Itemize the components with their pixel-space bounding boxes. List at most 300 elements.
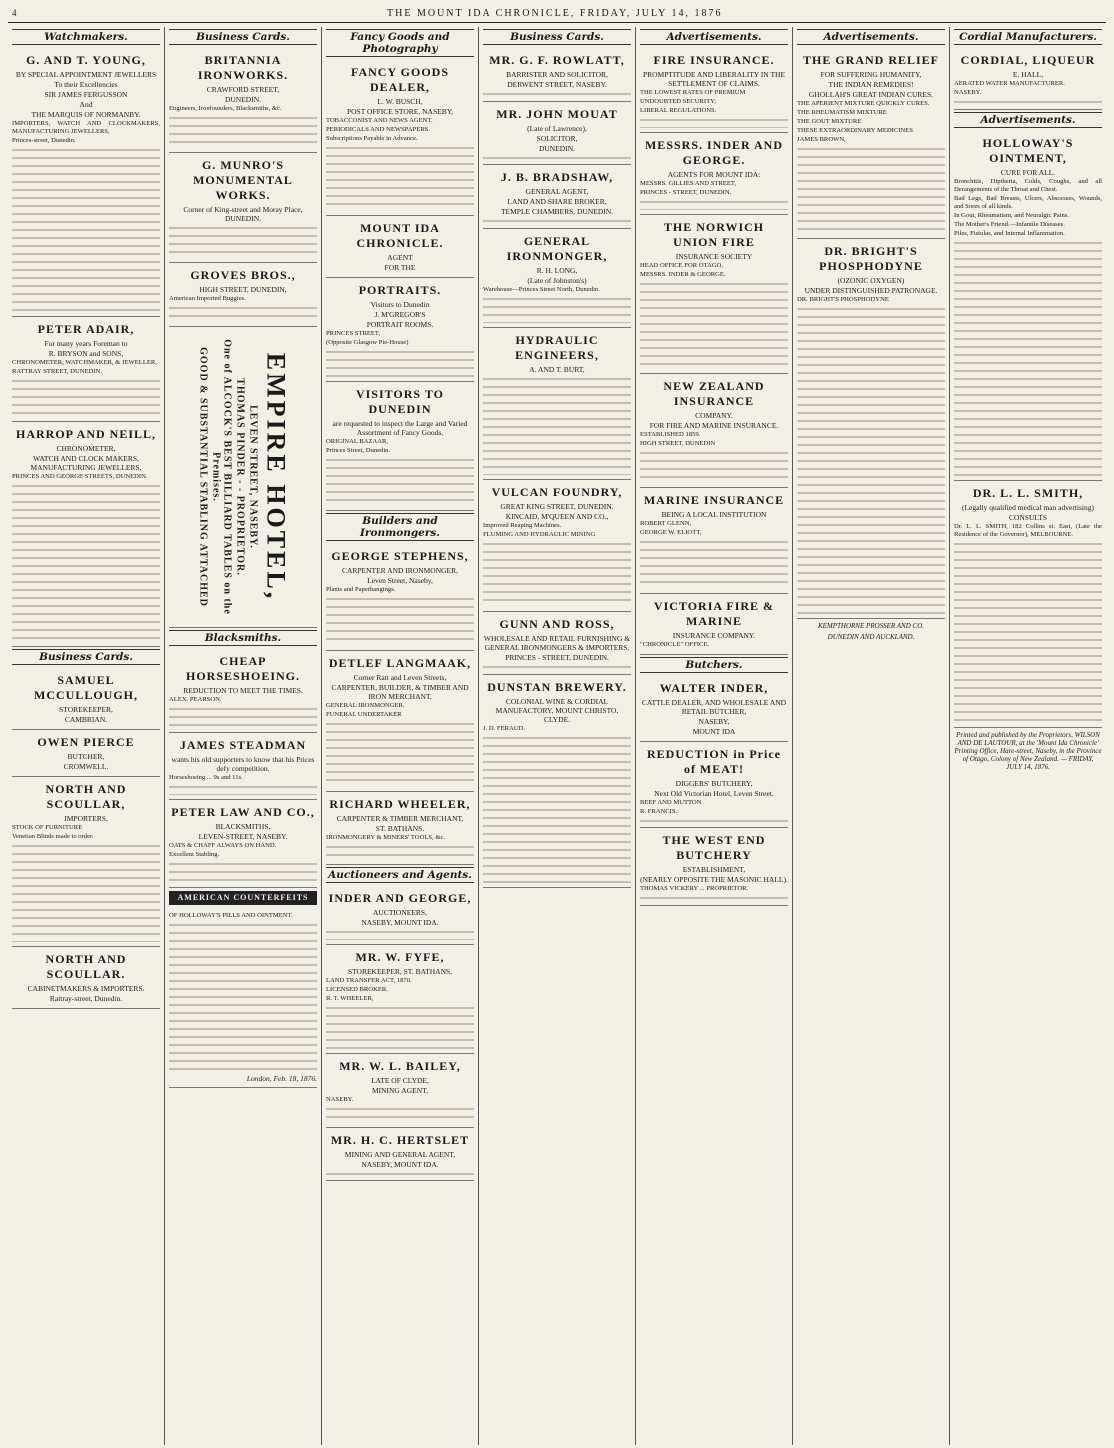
advertisement [169, 48, 317, 153]
advertisement [326, 216, 474, 278]
ad-body-text [483, 541, 631, 607]
ad-body-line: MESSRS. INDER & GEORGE. [640, 271, 726, 278]
ad-subline: MOUNT IDA [692, 726, 736, 736]
ad-body-text [326, 457, 474, 507]
ad-title: VULCAN FOUNDRY, [491, 485, 623, 499]
ad-subline: PRINCES - STREET, DUNEDIN. [505, 653, 609, 662]
section-heading: Business Cards. [12, 649, 160, 665]
ad-title: GUNN AND ROSS, [499, 617, 615, 631]
ad-subline: LAND AND SHARE BROKER, [507, 197, 607, 206]
ad-subline: GHOLLAH'S GREAT INDIAN CURES. [808, 90, 934, 99]
ad-subline: ESTABLISHMENT, [682, 865, 746, 874]
ad-title: GROVES BROS., [190, 268, 296, 282]
ad-subline: CRAWFORD STREET, [206, 85, 280, 94]
ad-body-text [483, 376, 631, 475]
advertisement [954, 131, 1102, 482]
ad-body-text [483, 91, 631, 97]
ad-body-text [640, 539, 788, 589]
ad-body-line: ORIGINAL BAZAAR, [326, 437, 389, 445]
ad-subline: UNDER DISTINGUISHED PATRONAGE. [804, 286, 938, 295]
ad-body-text [326, 844, 474, 861]
section-heading: Butchers. [640, 657, 788, 673]
ad-subline: L. W. BUSCH, [377, 97, 423, 106]
advertisement [12, 668, 160, 730]
ad-subline: E. HALL, [1012, 70, 1044, 79]
advertisement [954, 481, 1102, 728]
ad-body-line: LICENSED BROKER. [326, 986, 388, 993]
advertisement [640, 374, 788, 488]
holloway-signature: London, Feb. 18, 1876. [246, 1073, 317, 1083]
ad-body-line: Princes Street, Dunedin. [326, 446, 391, 454]
ad-body-line: Bronchitis, Diptheria, Colds, Coughs, and all Derangements of the Throat and Chest. [954, 177, 1102, 193]
ad-body-line: LIBERAL REGULATIONS. [640, 107, 717, 114]
ad-body-text [169, 861, 317, 883]
section-heading: Watchmakers. [12, 29, 160, 45]
ad-subline: CURE FOR ALL. [1000, 167, 1056, 177]
ad-title: OWEN PIERCE [37, 735, 135, 749]
masthead [8, 6, 1106, 23]
ad-subline: R. H. LONG, [536, 265, 578, 275]
newspaper-column [479, 27, 636, 1445]
ad-title: MR. W. FYFE, [355, 950, 445, 964]
ad-subline: ST. BATHANS. [375, 823, 425, 833]
ad-body-text [797, 306, 945, 614]
ad-subline: AGENT [387, 253, 413, 262]
ad-body-line: In Gout, Rheumatism, and Neuralgic Pains. [954, 211, 1070, 219]
ad-title: NEW ZEALAND INSURANCE [663, 379, 765, 408]
newspaper-column [165, 27, 322, 1445]
ad-title: THE WEST END BUTCHERY [662, 833, 766, 862]
advertisement [483, 675, 631, 889]
ad-body-line: J. D. FERAUD. [483, 724, 525, 732]
ad-subline: For many years Foreman to [44, 339, 128, 348]
newspaper-column [793, 27, 950, 1445]
ad-body-line: American Imported Buggies. [169, 295, 246, 302]
advertisement [326, 544, 474, 651]
ad-subline: CARPENTER, BUILDER, & TIMBER AND IRON MERCHANT, [331, 682, 469, 701]
ad-subline: Corner Ratt and Leven Streets, [353, 672, 447, 682]
ad-subline: COMPANY. [695, 411, 733, 420]
ad-body-line: Bad Legs, Bad Breasts, Ulcers, Abscesses, Wounds, and Sores of all kinds. [954, 194, 1102, 210]
advertisement [169, 153, 317, 263]
ad-title: PORTRAITS. [358, 283, 442, 297]
ad-body-line: THE RHEUMATISM MIXTURE [797, 109, 887, 116]
ad-body-line: PRINCES AND GEORGE STREETS, DUNEDIN. [12, 472, 148, 480]
ad-body-line: R. T. WHEELER, [326, 995, 374, 1002]
ad-body-text [640, 281, 788, 369]
ad-subline: Visitors to Dunedin [370, 300, 430, 309]
ad-subline: CAMBRIAN. [64, 715, 108, 724]
ad-title: RICHARD WHEELER, [329, 796, 471, 811]
ad-body-text [483, 155, 631, 161]
advertisement [483, 229, 631, 329]
holloway-body-text [169, 922, 317, 1072]
ad-subline: are requested to inspect the Large and Varied Assortment of Fancy Goods, [332, 418, 468, 437]
columns [8, 27, 1106, 1445]
advertisement [326, 382, 474, 512]
ad-subline: DUNEDIN. [224, 95, 262, 104]
ad-subline: HIGH STREET, DUNEDIN, [199, 285, 287, 294]
advertisement [12, 777, 160, 947]
ad-title: INDER AND GEORGE, [328, 891, 472, 905]
masthead-title: THE MOUNT IDA CHRONICLE, FRIDAY, JULY 14, 1876 [387, 8, 723, 19]
ad-body-line: AERATED WATER MANUFACTURER. [954, 80, 1065, 87]
advertisement [326, 60, 474, 216]
ad-subline: SOLICITOR, [536, 133, 578, 143]
ad-subline: GREAT KING STREET, DUNEDIN. [500, 502, 614, 511]
ad-body-line: HIGH STREET, DUNEDIN [640, 440, 716, 447]
ad-title: DR. L. L. SMITH, [972, 486, 1084, 500]
ad-body-line: THESE EXTRAORDINARY MEDICINES [797, 127, 913, 134]
ad-subline: LATE OF CLYDE, [371, 1076, 429, 1085]
empire-hotel-line: GOOD & SUBSTANTIAL STABLING ATTACHED [197, 346, 209, 607]
page-number: 4 [12, 8, 18, 18]
advertisement [12, 947, 160, 1009]
ad-subline: COLONIAL WINE & CORDIAL MANUFACTORY, MOUNT CHRISTO, CLYDE. [495, 696, 619, 724]
ad-subline: CHRONOMETER, [56, 443, 116, 453]
ad-body-line: ALEX. PEARSON. [169, 695, 222, 703]
advertisement [169, 733, 317, 800]
ad-body-line: Venetian Blinds made to order. [12, 833, 94, 840]
ad-body-line: PRINCES STREET, [326, 330, 381, 337]
ad-body-line: IMPORTERS, WATCH AND CLOCKMAKERS, MANUFACTURING JEWELLERS, [12, 120, 160, 135]
ad-body-text [169, 115, 317, 148]
ad-subline: Rattray-street, Dunedin. [49, 994, 123, 1003]
ad-subline: AUCTIONEERS, [373, 908, 427, 917]
section-heading: Builders and Ironmongers. [326, 513, 474, 541]
ad-footer-line: DUNEDIN AND AUCKLAND. [827, 633, 915, 641]
ad-body-text [326, 596, 474, 646]
ad-title: HOLLOWAY'S OINTMENT, [982, 135, 1074, 165]
ad-subline: LEVEN-STREET, NASEBY. [198, 831, 288, 841]
ad-body-line: BEEF AND MUTTON [640, 798, 702, 806]
ad-body-line: NASEBY. [954, 89, 982, 96]
ad-subline: And [79, 100, 93, 109]
ad-body-line: The Mother's Friend.—Infantile Diseases. [954, 220, 1065, 228]
ad-body-line: OATS & CHAFF ALWAYS ON HAND. [169, 841, 277, 849]
ad-subline: Leven Street, Naseby, [367, 576, 433, 585]
ad-subline: BUTCHER, [67, 752, 105, 761]
section-heading: Business Cards. [169, 29, 317, 45]
ad-subline: (Late of Johnston's) [527, 275, 587, 285]
ad-body-text [640, 818, 788, 824]
holloway-body: OF HOLLOWAY'S PILLS AND OINTMENT. [169, 911, 293, 919]
newspaper-column [8, 27, 165, 1445]
ad-body-line: TOBACCONIST AND NEWS AGENT. [326, 117, 433, 124]
ad-body-line: STOCK OF FURNITURE [12, 824, 83, 831]
ad-title: NORTH AND SCOULLAR, [45, 782, 127, 811]
ad-body-line: FUNERAL UNDERTAKER [326, 710, 402, 718]
ad-subline: DERWENT STREET, NASEBY. [507, 80, 607, 89]
ad-subline: Corner of King-street and Moray Place, DUNEDIN. [183, 205, 303, 223]
ad-title: DR. BRIGHT'S PHOSPHODYNE [819, 244, 923, 273]
ad-body-text [797, 146, 945, 234]
ad-subline: TEMPLE CHAMBERS, DUNEDIN. [500, 207, 614, 216]
ad-title: VISITORS TO DUNEDIN [355, 386, 445, 416]
ad-body-text [169, 706, 317, 728]
ad-subline: BARRISTER AND SOLICITOR, [506, 70, 608, 79]
advertisement [640, 488, 788, 594]
ad-title: PETER ADAIR, [37, 322, 135, 336]
ad-body-line: ROBERT GLENN, [640, 520, 692, 527]
ad-body-text [12, 378, 160, 417]
ad-subline: FOR FIRE AND MARINE INSURANCE. [649, 421, 779, 430]
section-heading: Business Cards. [483, 29, 631, 45]
ad-body-line: Subscriptions Payable in Advance. [326, 135, 418, 142]
advertisement [326, 651, 474, 792]
ad-body-text [483, 735, 631, 884]
ad-title: REDUCTION in Price of MEAT! [647, 746, 781, 776]
ad-subline: MINING AGENT, [371, 1086, 429, 1095]
ad-title: MOUNT IDA CHRONICLE. [356, 221, 444, 250]
ad-title: G. AND T. YOUNG, [26, 53, 146, 67]
ad-body-line: GENERAL IRONMONGER. [326, 701, 405, 709]
empire-hotel-line: LEVEN STREET, NASEBY. [247, 404, 259, 549]
ad-subline: PROMPTITUDE AND LIBERALITY IN THE SETTLEMENT OF CLAIMS. [642, 70, 786, 88]
ad-subline: NASEBY, MOUNT IDA. [361, 918, 439, 927]
ad-body-text [640, 199, 788, 210]
ad-subline: CATTLE DEALER, AND WHOLESALE AND RETAIL BUTCHER, [641, 697, 787, 716]
ad-title: FANCY GOODS DEALER, [351, 65, 449, 94]
advertisement [326, 945, 474, 1054]
empire-hotel-ad-text [196, 332, 291, 622]
ad-subline: wants his old supporters to know that his Prices defy competition. [171, 754, 315, 773]
advertisement [326, 792, 474, 866]
ad-title: CHEAP HORSESHOEING. [185, 653, 301, 683]
ad-subline: REDUCTION TO MEET THE TIMES. [183, 685, 303, 695]
ad-title: THE NORWICH UNION FIRE [663, 220, 765, 249]
section-heading: Advertisements. [640, 29, 788, 45]
ad-subline: GENERAL AGENT, [525, 187, 589, 196]
section-heading: Advertisements. [797, 29, 945, 45]
ad-body-text [483, 218, 631, 224]
ad-subline: CABINETMAKERS & IMPORTERS. [27, 984, 145, 993]
ad-subline: FOR THE [384, 263, 416, 272]
advertisement [483, 480, 631, 612]
advertisement [326, 1128, 474, 1182]
ad-body-line: IRONMONGERY & MINERS' TOOLS, &c. [326, 833, 446, 841]
advertisement [326, 278, 474, 382]
ad-title: MR. W. L. BAILEY, [339, 1059, 461, 1073]
advertisement [483, 328, 631, 480]
empire-hotel-line: One of ALCOCK'S BEST BILLIARD TABLES on the Premises. [210, 338, 233, 615]
ad-subline: THE INDIAN REMEDIES! [828, 80, 914, 89]
ad-subline: INSURANCE SOCIETY [675, 252, 753, 261]
ad-subline: NASEBY, MOUNT IDA. [361, 1159, 439, 1169]
ad-subline: R. BRYSON and SONS, [48, 349, 124, 358]
ad-title: MR. G. F. ROWLATT, [489, 53, 625, 67]
ad-subline: THE MARQUIS OF NORMANBY. [31, 110, 141, 119]
ad-subline: STOREKEEPER, [59, 705, 113, 714]
ad-body-line: Horseshoeing ... 9s and 11s. [169, 773, 243, 781]
advertisement [640, 215, 788, 374]
ad-body-line: Excellent Stabling. [169, 850, 220, 858]
ad-body-text [326, 929, 474, 940]
ad-body-line: CHRONOMETER, WATCHMAKER, & JEWELLER, [12, 359, 157, 366]
ad-subline: To their Excellencies [54, 80, 118, 89]
ad-body-line: PRINCES - STREET, DUNEDIN. [640, 189, 732, 196]
advertisement [12, 48, 160, 317]
advertisement [640, 594, 788, 655]
ad-subline: WATCH AND CLOCK MAKERS, MANUFACTURING JEWELLERS, [30, 453, 142, 472]
ad-body-line: HEAD OFFICE FOR OTAGO, [640, 262, 723, 269]
advertisement [640, 828, 788, 906]
ad-body-line: GEORGE W. ELIOTT, [640, 529, 702, 536]
ad-title: CORDIAL, LIQUEUR [960, 53, 1096, 67]
section-heading: Cordial Manufacturers. [954, 29, 1102, 45]
ad-body-text [326, 349, 474, 377]
ad-body-text [169, 225, 317, 258]
ad-subline: A. AND T. BURT, [529, 365, 585, 374]
ad-body-line: NASEBY. [326, 1096, 354, 1103]
advertisement [954, 48, 1102, 110]
ad-body-text [640, 450, 788, 483]
advertisement [640, 742, 788, 829]
advertisement [483, 165, 631, 229]
ad-title: NORTH AND SCOULLAR. [45, 952, 127, 981]
ad-body-line: Dr. L. L. SMITH, 182 Collins st. East, (Late the Residence of the Governor), MELBOURNE. [954, 523, 1102, 538]
ad-title: DUNSTAN BREWERY. [487, 679, 627, 694]
ad-body-line: FLUMING AND HYDRAULIC MINING [483, 531, 596, 538]
ad-title: HYDRAULIC ENGINEERS, [515, 333, 599, 362]
ad-title: G. MUNRO'S MONUMENTAL WORKS. [193, 158, 293, 202]
ad-body-line: Warehouse—Princes Street North, Dunedin. [483, 285, 600, 293]
ad-body-line: Princes-street, Dunedin. [12, 137, 76, 144]
ad-body-line: R. FRANCIS. [640, 807, 678, 815]
ad-subline: (NEARLY OPPOSITE THE MASONIC HALL). [640, 875, 788, 884]
ad-title: MR. JOHN MOUAT [496, 106, 618, 121]
ad-subline: CONSULTS [1008, 513, 1048, 522]
ad-footer-line: KEMPTHORNE PROSSER AND CO. [817, 622, 925, 630]
ad-title: MR. H. C. HERTSLET [330, 1132, 470, 1147]
advertisement [483, 48, 631, 102]
section-heading: Fancy Goods and Photography [326, 29, 474, 57]
ad-subline: AGENTS FOR MOUNT IDA: [667, 170, 761, 179]
advertisement [640, 676, 788, 742]
ad-subline: DIGGERS' BUTCHERY, [675, 778, 753, 788]
newspaper-column [636, 27, 793, 1445]
printer-imprint: Printed and published by the Proprietors, WILSON AND DE LAUTOUR, at the 'Mount Ida Chronicle' Printing Office, Hare-street, Naseby, in the Province of Otago, Colony of New Zealand. — FRIDAY, JULY 14, 1876. [954, 730, 1102, 771]
ad-subline: BY SPECIAL APPOINTMENT JEWELLERS [15, 70, 157, 79]
counterfeit-banner: AMERICAN COUNTERFEITS [169, 891, 317, 905]
ad-body-text [326, 1106, 474, 1123]
advertisement [12, 422, 160, 648]
ad-title: MARINE INSURANCE [643, 493, 785, 507]
ad-title: THE GRAND RELIEF [802, 53, 940, 67]
newspaper-column [950, 27, 1106, 1445]
ad-body-text [326, 1005, 474, 1049]
empire-hotel-ad [169, 327, 317, 628]
ad-body-line: UNDOUBTED SECURITY; [640, 98, 717, 105]
ad-title: MESSRS. INDER AND GEORGE. [644, 138, 784, 167]
ad-body-line: DR. BRIGHT'S PHOSPHODYNE [797, 296, 889, 303]
ad-subline: STOREKEEPER, ST. BATHANS, [347, 967, 453, 976]
ad-body-line: THOMAS VICKERY ... PROPRIETOR. [640, 885, 749, 892]
ad-title: WALTER INDER, [659, 680, 769, 695]
ad-subline: KINCAID, M'QUEEN AND CO., [505, 512, 609, 521]
ad-body-text [483, 296, 631, 324]
ad-body-text [954, 541, 1102, 723]
section-heading: Advertisements. [954, 112, 1102, 128]
ad-title: PETER LAW AND CO., [171, 804, 315, 819]
ad-body-text [483, 664, 631, 670]
ad-subline: (Legally qualified medical man advertising) [961, 503, 1095, 512]
advertisement [640, 133, 788, 215]
advertisement [169, 649, 317, 733]
ad-body-line: THE GOUT MIXTURE [797, 118, 862, 125]
advertisement [797, 239, 945, 619]
ad-title: J. B. BRADSHAW, [500, 170, 614, 184]
ad-subline: FOR SUFFERING HUMANITY, [820, 70, 922, 79]
ad-body-text [954, 240, 1102, 477]
ad-subline: (OZONIC OXYGEN) [837, 276, 905, 285]
ad-body-line: PERIODICALS AND NEWSPAPERS. [326, 126, 430, 133]
ad-body-text [326, 721, 474, 787]
ad-subline: NASEBY, [698, 716, 730, 726]
ad-subline: SIR JAMES FERGUSSON [44, 90, 128, 99]
ad-body-text [954, 99, 1102, 105]
ad-body-text [640, 895, 788, 901]
ad-subline: Next Old Victorian Hotel, Leven Street. [654, 788, 774, 798]
ad-subline: MINING AND GENERAL AGENT, [344, 1149, 456, 1159]
ad-body-text [12, 843, 160, 942]
ad-body-text [640, 117, 788, 128]
newspaper-column [322, 27, 479, 1445]
ad-body-line: (Opposite Glasgow Pie-House) [326, 339, 409, 346]
advertisement [326, 886, 474, 945]
ad-body-text [169, 784, 317, 795]
ad-subline: CROMWELL. [63, 762, 109, 771]
ad-subline: WHOLESALE AND RETAIL FURNISHING & GENERAL IRONMONGERS & IMPORTERS, [483, 634, 631, 652]
ad-title: GEORGE STEPHENS, [331, 549, 469, 563]
ad-body-line: JAMES BROWN, [797, 136, 846, 143]
ad-body-text [169, 305, 317, 322]
advertisement [483, 612, 631, 675]
ad-title: VICTORIA FIRE & MARINE [653, 598, 775, 628]
ad-body-line: Engineers, Ironfounders, Blacksmiths, &c. [169, 105, 282, 112]
ad-body-text [326, 1171, 474, 1177]
ad-body-line: "CHRONICLE" OFFICE. [640, 640, 710, 648]
ad-title: SAMUEL MCCULLOUGH, [34, 673, 138, 702]
ad-body-line: THE APERIENT MIXTURE QUICKLY CURES. [797, 100, 930, 107]
ad-title: DETLEF LANGMAAK, [328, 655, 472, 670]
ad-title: FIRE INSURANCE. [653, 53, 775, 67]
ad-subline: CARPENTER AND IRONMONGER, [341, 566, 459, 575]
advertisement [797, 48, 945, 239]
advertisement [169, 800, 317, 888]
advertisement [12, 317, 160, 422]
ad-subline: (Late of Lawrence), [527, 123, 587, 133]
ad-subline: CARPENTER & TIMBER MERCHANT, [336, 813, 464, 823]
ad-body-line: Plants and Paperhangings. [326, 586, 396, 593]
advertisement [12, 730, 160, 777]
ad-body-text [12, 147, 160, 312]
ad-body-text [326, 145, 474, 211]
section-heading: Blacksmiths. [169, 630, 317, 646]
ad-subline: INSURANCE COMPANY. [672, 630, 756, 640]
ad-subline: PORTRAIT ROOMS. [366, 320, 434, 329]
ad-body-line: THE LOWEST RATES OF PREMIUM [640, 89, 746, 96]
ad-body-text [12, 483, 160, 643]
ad-title: BRITANNIA IRONWORKS. [197, 53, 289, 82]
ad-subline: POST OFFICE STORE, NASEBY, [346, 107, 454, 116]
advertisement [326, 1054, 474, 1128]
ad-subline: BEING A LOCAL INSTITUTION [661, 510, 767, 519]
section-heading: Auctioneers and Agents. [326, 867, 474, 883]
ad-title: JAMES STEADMAN [179, 737, 307, 752]
ad-subline: BLACKSMITHS, [215, 821, 271, 831]
empire-hotel-title: EMPIRE HOTEL, [261, 352, 291, 601]
